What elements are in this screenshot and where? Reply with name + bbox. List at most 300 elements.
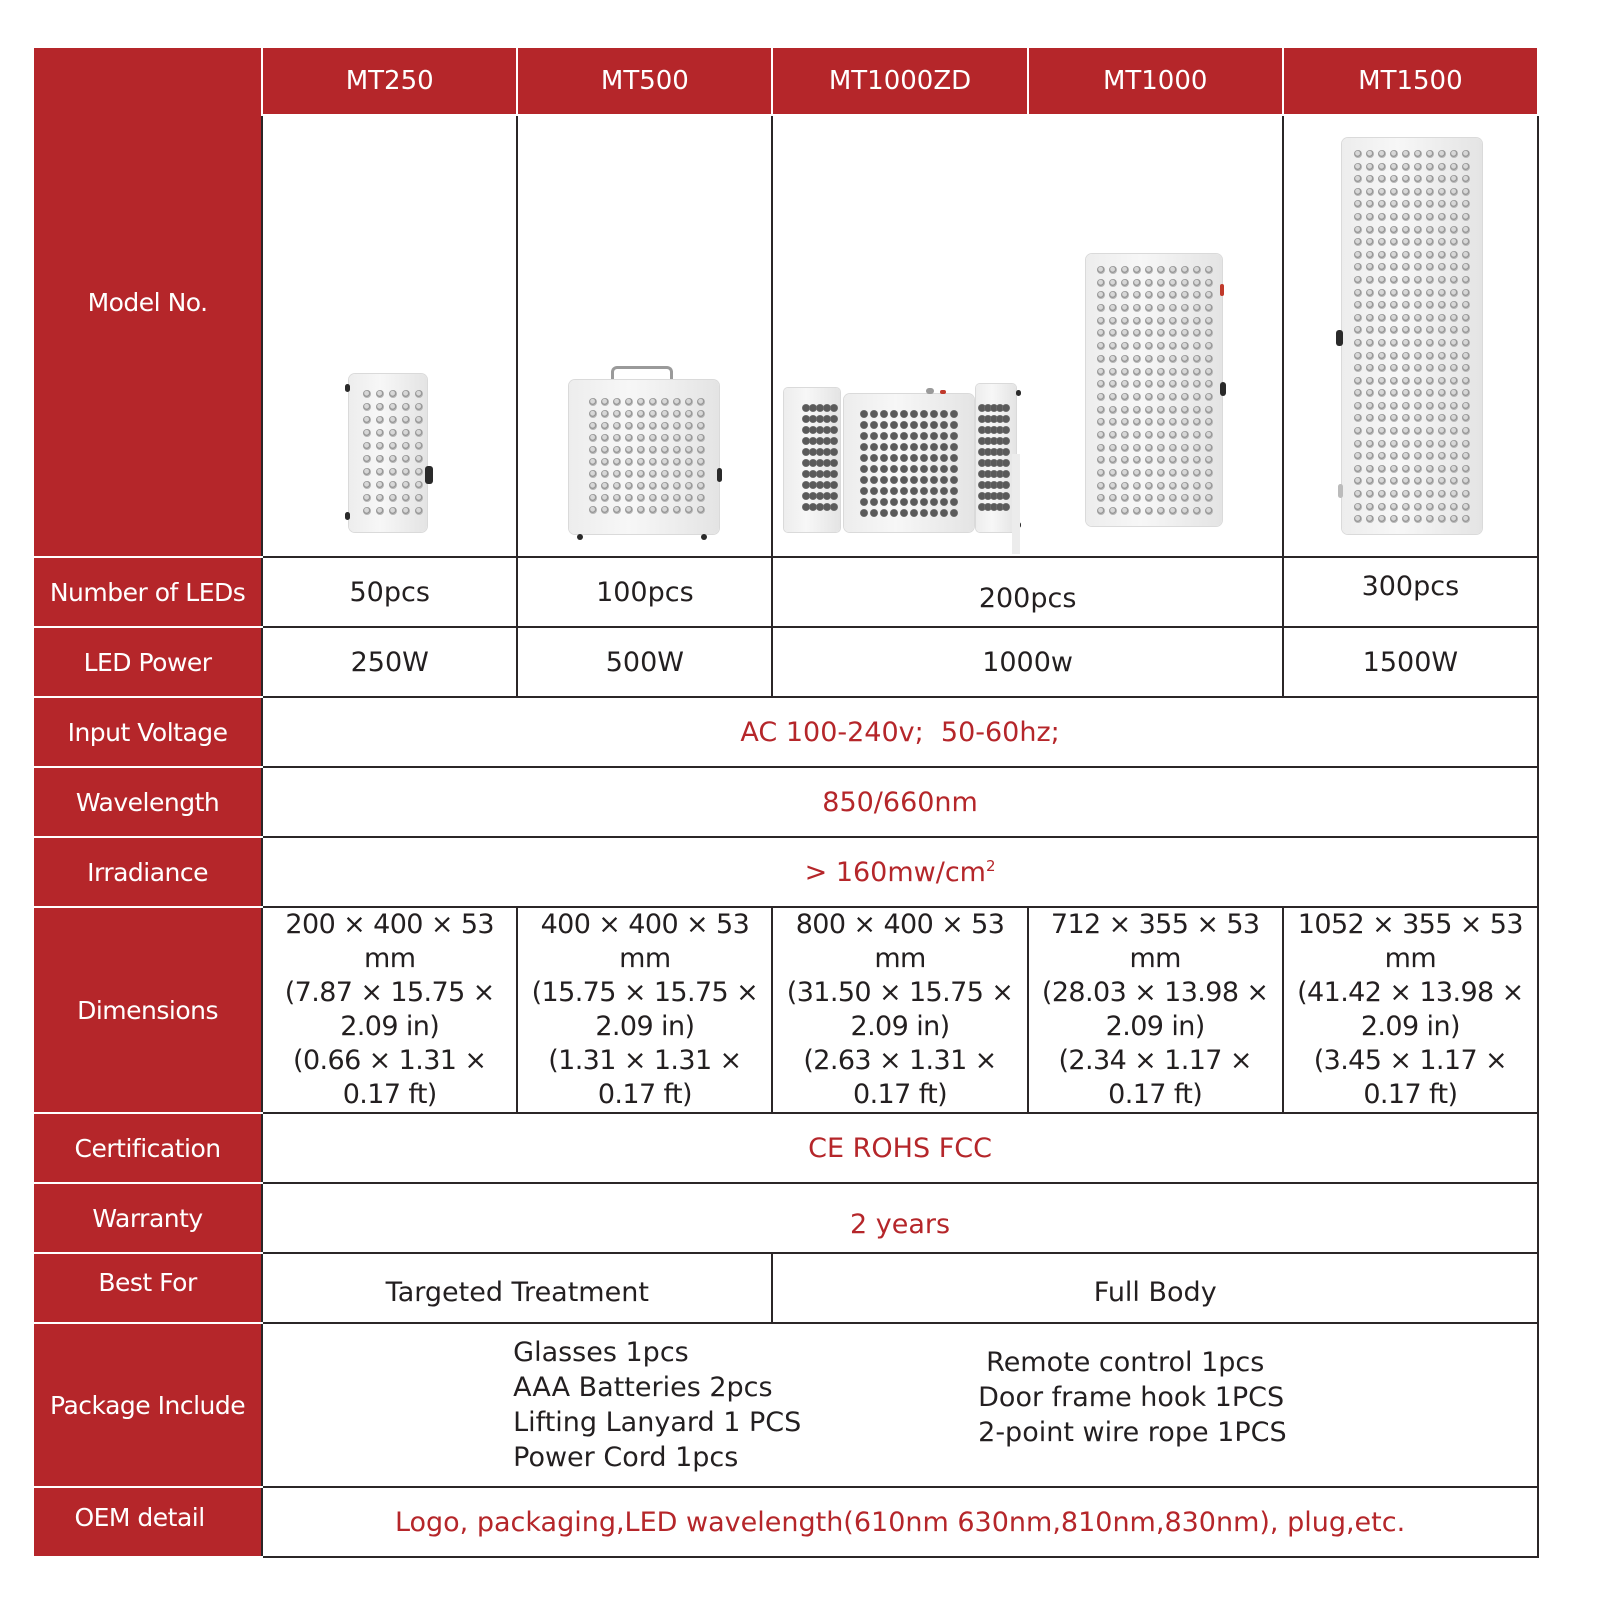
- led-panel-xl-image: [1336, 138, 1484, 538]
- led-dot: [1462, 364, 1470, 372]
- led-dot: [1438, 251, 1446, 259]
- led-dot: [376, 481, 384, 489]
- power-mt1500: 1500W: [1283, 627, 1538, 697]
- led-dot: [1121, 418, 1129, 426]
- led-dot: [1438, 263, 1446, 271]
- led-dot: [870, 421, 878, 429]
- led-dot: [1438, 427, 1446, 435]
- led-dot: [697, 458, 705, 466]
- model-header-mt500: MT500: [517, 48, 772, 115]
- led-dot: [601, 494, 609, 502]
- led-dot: [1193, 304, 1201, 312]
- led-dot: [415, 481, 423, 489]
- led-dot: [1450, 150, 1458, 158]
- led-dot: [673, 398, 681, 406]
- led-dot: [880, 421, 888, 429]
- led-dot: [1414, 175, 1422, 183]
- led-dot: [1450, 477, 1458, 485]
- row-label-wavelength: Wavelength: [34, 767, 262, 837]
- led-dot: [1438, 377, 1446, 385]
- led-dot: [1354, 314, 1362, 322]
- led-dot: [1133, 342, 1141, 350]
- led-dot: [1462, 263, 1470, 271]
- led-dot: [1366, 364, 1374, 372]
- led-dot: [1109, 494, 1117, 502]
- dimension-ft: (0.66 × 1.31 × 0.17 ft): [293, 1045, 487, 1110]
- led-dot: [1181, 507, 1189, 515]
- led-dot: [890, 410, 898, 418]
- led-dot: [685, 446, 693, 454]
- led-dot: [1450, 314, 1458, 322]
- led-dot: [860, 498, 868, 506]
- led-dot: [1414, 440, 1422, 448]
- led-dot: [1133, 266, 1141, 274]
- led-dot: [890, 498, 898, 506]
- led-dot: [880, 509, 888, 517]
- led-dot: [415, 403, 423, 411]
- led-dot: [1097, 393, 1105, 401]
- led-dot: [1002, 503, 1010, 511]
- led-dot: [1354, 452, 1362, 460]
- led-dot: [1169, 456, 1177, 464]
- led-dot: [1205, 482, 1213, 490]
- led-dot: [1462, 427, 1470, 435]
- led-dot: [1450, 200, 1458, 208]
- led-dot: [1402, 251, 1410, 259]
- led-dot: [1462, 389, 1470, 397]
- led-dot: [697, 422, 705, 430]
- led-dot: [589, 410, 597, 418]
- led-dot: [1157, 304, 1165, 312]
- led-dot: [1378, 427, 1386, 435]
- led-dot: [649, 494, 657, 502]
- led-dot: [673, 458, 681, 466]
- led-dot: [1414, 213, 1422, 221]
- led-dot: [1414, 389, 1422, 397]
- led-dot: [1181, 329, 1189, 337]
- led-dot: [920, 410, 928, 418]
- led-dot: [685, 422, 693, 430]
- led-dot: [389, 429, 397, 437]
- row-label-certification: Certification: [34, 1113, 262, 1183]
- led-dot: [920, 509, 928, 517]
- led-dot: [613, 422, 621, 430]
- led-dot: [402, 416, 410, 424]
- led-dot: [637, 434, 645, 442]
- dimension-mm: 712 × 355 × 53 mm: [1050, 909, 1260, 974]
- led-dot: [1426, 402, 1434, 410]
- led-dot: [880, 498, 888, 506]
- led-dot: [637, 506, 645, 514]
- led-dot: [1438, 226, 1446, 234]
- led-dot: [1109, 507, 1117, 515]
- led-dot: [625, 398, 633, 406]
- led-dot: [1366, 414, 1374, 422]
- led-dot: [1145, 368, 1153, 376]
- led-dot: [625, 434, 633, 442]
- led-dot: [376, 468, 384, 476]
- led-dot: [637, 470, 645, 478]
- led-dot: [1145, 406, 1153, 414]
- led-dot: [1402, 414, 1410, 422]
- led-dot: [1181, 380, 1189, 388]
- led-dot: [1121, 507, 1129, 515]
- led-dot: [830, 470, 838, 478]
- led-dot: [613, 458, 621, 466]
- led-dot: [402, 468, 410, 476]
- led-dot: [389, 403, 397, 411]
- led-dot: [910, 487, 918, 495]
- led-dot: [1450, 339, 1458, 347]
- led-dot: [697, 398, 705, 406]
- package-item: Power Cord 1pcs: [513, 1442, 739, 1473]
- led-dot: [1462, 213, 1470, 221]
- led-dot: [1378, 314, 1386, 322]
- led-dot: [601, 458, 609, 466]
- led-dot: [1414, 301, 1422, 309]
- led-dot: [1462, 352, 1470, 360]
- led-dot: [1378, 452, 1386, 460]
- led-dot: [649, 410, 657, 418]
- led-dot: [1378, 251, 1386, 259]
- led-dot: [1438, 188, 1446, 196]
- led-dot: [1402, 452, 1410, 460]
- led-dot: [1181, 317, 1189, 325]
- certification-value: CE ROHS FCC: [262, 1113, 1538, 1183]
- led-dot: [1097, 291, 1105, 299]
- led-dot: [661, 506, 669, 514]
- led-dot: [1450, 326, 1458, 334]
- led-dot: [1426, 251, 1434, 259]
- led-dot: [1450, 276, 1458, 284]
- led-dot: [1157, 431, 1165, 439]
- led-dot: [415, 507, 423, 515]
- led-dot: [1121, 456, 1129, 464]
- led-dot: [1002, 415, 1010, 423]
- led-dot: [1169, 431, 1177, 439]
- led-dot: [1414, 503, 1422, 511]
- best-for-large: Full Body: [772, 1253, 1538, 1323]
- led-dot: [900, 454, 908, 462]
- led-dot: [1157, 456, 1165, 464]
- led-dot: [1205, 355, 1213, 363]
- irradiance-value: [262, 837, 1538, 907]
- led-dot: [697, 494, 705, 502]
- led-dot: [1193, 456, 1201, 464]
- led-dot: [1169, 291, 1177, 299]
- led-dot: [1169, 304, 1177, 312]
- led-panel-folding-image: [780, 384, 1022, 556]
- led-dot: [1121, 317, 1129, 325]
- led-dot: [376, 429, 384, 437]
- led-dot: [1121, 355, 1129, 363]
- led-dot: [1169, 368, 1177, 376]
- led-dot: [1354, 503, 1362, 511]
- led-dot: [1354, 251, 1362, 259]
- led-dot: [1193, 291, 1201, 299]
- led-dot: [589, 398, 597, 406]
- led-dot: [1145, 342, 1153, 350]
- led-dot: [389, 416, 397, 424]
- led-dot: [1133, 507, 1141, 515]
- led-dot: [1438, 352, 1446, 360]
- led-dot: [1366, 276, 1374, 284]
- led-dot: [1157, 469, 1165, 477]
- dimensions-mt1000: [1028, 907, 1283, 1113]
- led-dot: [1378, 402, 1386, 410]
- led-dot: [870, 443, 878, 451]
- led-dot: [920, 476, 928, 484]
- led-dot: [910, 432, 918, 440]
- led-dot: [1390, 163, 1398, 171]
- led-dot: [1354, 188, 1362, 196]
- led-dot: [1354, 238, 1362, 246]
- led-dot: [1366, 175, 1374, 183]
- led-dot: [1426, 364, 1434, 372]
- led-dot: [1366, 490, 1374, 498]
- led-dot: [1378, 213, 1386, 221]
- led-dot: [1390, 238, 1398, 246]
- led-dot: [1378, 289, 1386, 297]
- package-list-right: [978, 1335, 1286, 1475]
- led-dot: [1121, 494, 1129, 502]
- led-dot: [1438, 515, 1446, 523]
- led-dot: [1402, 326, 1410, 334]
- led-dot: [1438, 301, 1446, 309]
- led-dot: [1426, 452, 1434, 460]
- package-item: 2-point wire rope 1PCS: [978, 1417, 1287, 1448]
- led-dot: [1366, 163, 1374, 171]
- led-dot: [1109, 444, 1117, 452]
- led-dot: [1438, 490, 1446, 498]
- led-dot: [1145, 291, 1153, 299]
- led-dot: [1205, 507, 1213, 515]
- product-image-cell-mt1000: [1028, 115, 1283, 557]
- led-dot: [1462, 163, 1470, 171]
- led-dot: [1366, 238, 1374, 246]
- led-dot: [1354, 490, 1362, 498]
- led-dot: [1354, 163, 1362, 171]
- led-dot: [1390, 352, 1398, 360]
- led-dot: [685, 470, 693, 478]
- led-dot: [1450, 251, 1458, 259]
- led-dot: [697, 506, 705, 514]
- led-dot: [415, 390, 423, 398]
- led-dot: [402, 390, 410, 398]
- led-dot: [1097, 317, 1105, 325]
- led-dot: [930, 509, 938, 517]
- led-dot: [1438, 364, 1446, 372]
- led-dot: [1402, 377, 1410, 385]
- led-dot: [649, 434, 657, 442]
- led-dot: [1121, 342, 1129, 350]
- package-item: Door frame hook 1PCS: [978, 1382, 1285, 1413]
- led-dot: [1121, 406, 1129, 414]
- led-dot: [589, 494, 597, 502]
- led-dot: [890, 476, 898, 484]
- led-dot: [376, 455, 384, 463]
- led-dot: [1390, 263, 1398, 271]
- led-dot: [1378, 175, 1386, 183]
- led-dot: [1193, 431, 1201, 439]
- led-dot: [673, 422, 681, 430]
- led-dot: [940, 421, 948, 429]
- led-dot: [1133, 418, 1141, 426]
- led-dot: [1462, 301, 1470, 309]
- led-dot: [1133, 482, 1141, 490]
- dimension-ft: (2.63 × 1.31 × 0.17 ft): [803, 1045, 997, 1110]
- led-dot: [1378, 503, 1386, 511]
- led-dot: [1109, 317, 1117, 325]
- led-dot: [1109, 418, 1117, 426]
- led-dot: [1193, 342, 1201, 350]
- led-dot: [950, 465, 958, 473]
- led-dot: [1181, 355, 1189, 363]
- led-dot: [1157, 368, 1165, 376]
- led-dot: [870, 476, 878, 484]
- led-dot: [1169, 444, 1177, 452]
- led-dot: [1462, 452, 1470, 460]
- led-dot: [1378, 263, 1386, 271]
- led-dot: [950, 454, 958, 462]
- led-dot: [649, 506, 657, 514]
- led-dot: [601, 482, 609, 490]
- led-dot: [1097, 380, 1105, 388]
- led-dot: [1414, 326, 1422, 334]
- led-dot: [625, 422, 633, 430]
- led-dot: [1438, 402, 1446, 410]
- led-dot: [363, 507, 371, 515]
- led-dot: [1414, 314, 1422, 322]
- led-dot: [950, 476, 958, 484]
- led-dot: [1426, 490, 1434, 498]
- led-dot: [1133, 456, 1141, 464]
- led-dot: [1402, 200, 1410, 208]
- led-panel-small-image: [345, 374, 435, 534]
- led-dot: [1193, 494, 1201, 502]
- led-dot: [940, 443, 948, 451]
- led-dot: [1426, 427, 1434, 435]
- led-dot: [1133, 406, 1141, 414]
- led-dot: [830, 503, 838, 511]
- led-dot: [1438, 452, 1446, 460]
- led-dot: [389, 507, 397, 515]
- led-dot: [1145, 494, 1153, 502]
- led-dot: [860, 432, 868, 440]
- led-dot: [1450, 188, 1458, 196]
- led-dot: [1450, 263, 1458, 271]
- led-dot: [1157, 342, 1165, 350]
- led-dot: [1181, 406, 1189, 414]
- led-dot: [673, 410, 681, 418]
- row-label-led-power: LED Power: [34, 627, 262, 697]
- led-dot: [363, 481, 371, 489]
- led-dot: [415, 494, 423, 502]
- led-dot: [1402, 188, 1410, 196]
- led-dot: [1097, 342, 1105, 350]
- led-dot: [1366, 440, 1374, 448]
- led-dot: [1450, 465, 1458, 473]
- led-dot: [1414, 150, 1422, 158]
- led-dot: [910, 498, 918, 506]
- led-dot: [1378, 440, 1386, 448]
- led-dot: [1366, 515, 1374, 523]
- led-dot: [1205, 291, 1213, 299]
- led-dot: [637, 422, 645, 430]
- led-dot: [1121, 291, 1129, 299]
- led-dot: [1193, 317, 1201, 325]
- led-panel-tall-image: [1082, 254, 1228, 530]
- dimension-mm: 1052 × 355 × 53 mm: [1297, 909, 1523, 974]
- led-dot: [900, 421, 908, 429]
- led-dot: [830, 437, 838, 445]
- led-dot: [1426, 188, 1434, 196]
- led-dot: [1378, 200, 1386, 208]
- led-dot: [1157, 494, 1165, 502]
- led-dot: [890, 443, 898, 451]
- led-dot: [1002, 404, 1010, 412]
- led-dot: [860, 476, 868, 484]
- led-dot: [1438, 339, 1446, 347]
- led-dot: [1157, 507, 1165, 515]
- led-dot: [1145, 279, 1153, 287]
- led-dot: [1133, 317, 1141, 325]
- led-dot: [1205, 279, 1213, 287]
- led-dot: [920, 432, 928, 440]
- led-dot: [589, 506, 597, 514]
- led-dot: [930, 410, 938, 418]
- led-dot: [1414, 402, 1422, 410]
- dimension-ft: (1.31 × 1.31 × 0.17 ft): [548, 1045, 742, 1110]
- package-item: Glasses 1pcs: [513, 1337, 689, 1368]
- led-dot: [625, 410, 633, 418]
- leds-mt1000-group: 200pcs: [772, 557, 1282, 627]
- led-dot: [890, 454, 898, 462]
- led-dot: [1121, 393, 1129, 401]
- dimensions-mt1000zd: [772, 907, 1027, 1113]
- led-dot: [1157, 329, 1165, 337]
- led-dot: [1169, 380, 1177, 388]
- led-dot: [1169, 329, 1177, 337]
- led-dot: [1181, 444, 1189, 452]
- led-dot: [920, 421, 928, 429]
- led-dot: [890, 509, 898, 517]
- led-dot: [1354, 364, 1362, 372]
- led-dot: [649, 422, 657, 430]
- led-dot: [1390, 414, 1398, 422]
- led-dot: [589, 458, 597, 466]
- led-dot: [1426, 352, 1434, 360]
- model-header-mt1500: MT1500: [1283, 48, 1538, 115]
- led-dot: [1438, 150, 1446, 158]
- led-dot: [673, 482, 681, 490]
- led-dot: [601, 434, 609, 442]
- led-dot: [1133, 291, 1141, 299]
- led-dot: [1121, 329, 1129, 337]
- led-dot: [830, 459, 838, 467]
- led-dot: [1133, 431, 1141, 439]
- led-dot: [1414, 226, 1422, 234]
- led-dot: [1426, 301, 1434, 309]
- led-dot: [1133, 304, 1141, 312]
- led-dot: [1205, 418, 1213, 426]
- led-dot: [1193, 368, 1201, 376]
- led-dot: [1354, 175, 1362, 183]
- led-dot: [685, 482, 693, 490]
- led-dot: [1366, 226, 1374, 234]
- led-dot: [890, 487, 898, 495]
- led-dot: [1366, 289, 1374, 297]
